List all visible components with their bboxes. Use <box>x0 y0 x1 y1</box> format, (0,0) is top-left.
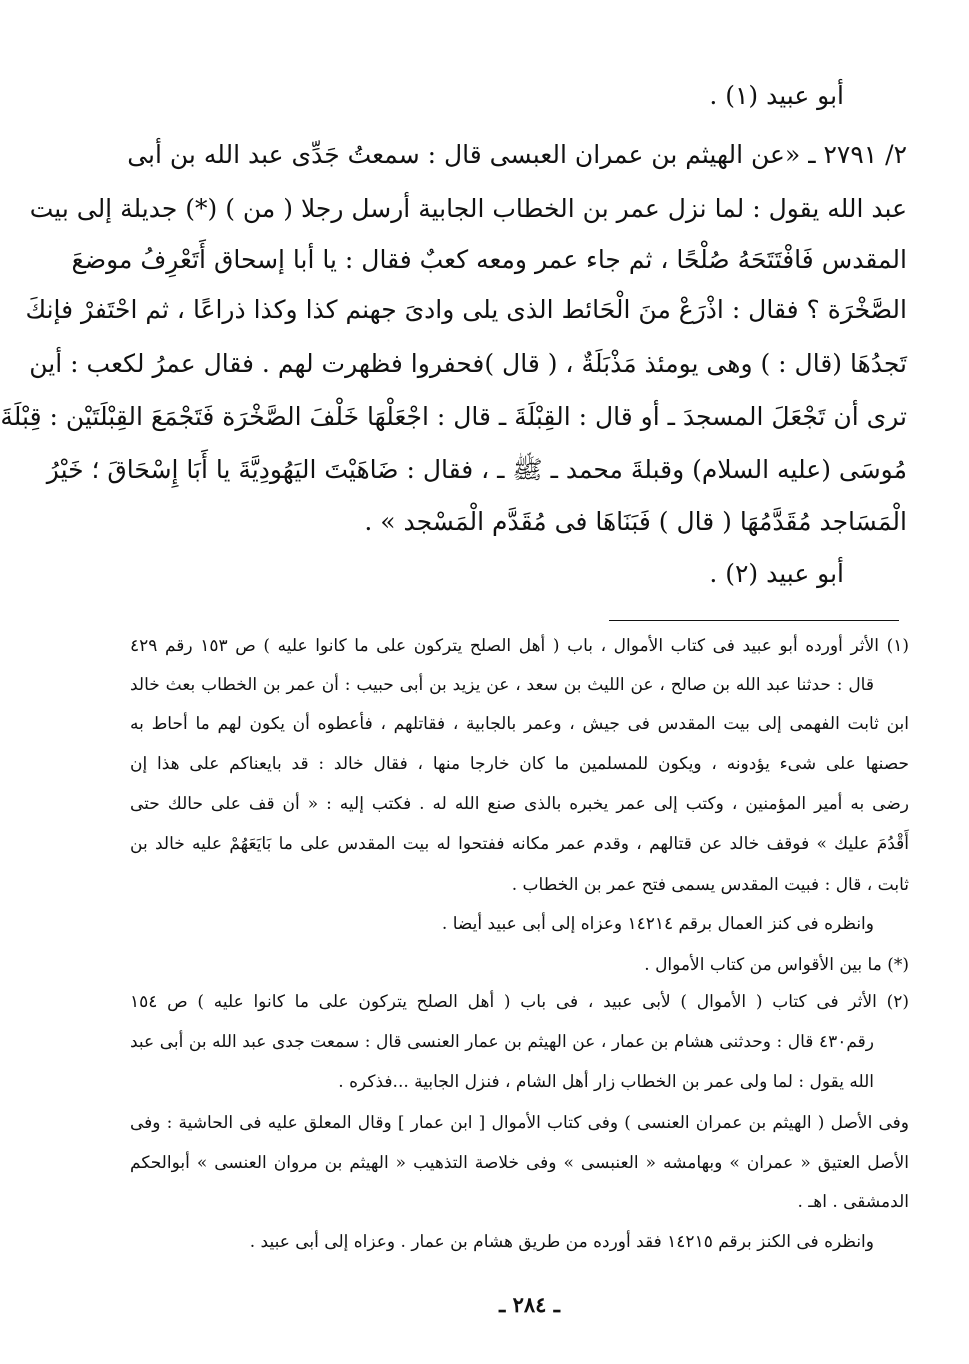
footnote-1-line-7: ثابت ، قال : فبيت المقدس يسمى فتح عمر بن الخطاب . <box>511 875 909 895</box>
footnote-2-line-2: رقم٤٣٠ قال : وحدثنى هشام بن عمار ، عن الهيثم بن عمار العنسى قال : سمعت جدى عبد الله بن أبى عبد <box>130 1032 874 1052</box>
page-number: ـ ٢٨٤ ـ <box>499 1292 560 1317</box>
attribution-line-1: أبو عبيد (١) . <box>709 81 844 110</box>
hadith-line-8: الْمَسَاجد مُقَدَّمُهَا ( قال ) فَبَنَاهَا فى مُقَدَّم الْمَسْجد » . <box>364 507 907 536</box>
footnote-star: (*) ما بين الأقواس من كتاب الأموال . <box>644 955 909 975</box>
footnote-1-line-4: حصنها على شىء يؤدونه ، ويكون للمسلمين ما كان خارجا منها ، فقال خالد : قد بايعناكم على هذا إن <box>130 754 909 774</box>
footnote-2-line-6: الدمشقى . اهـ . <box>797 1192 909 1212</box>
footnote-1-line-5: رضى به أمير المؤمنين ، وكتب إلى عمر يخبره بالذى صنع الله له . فكتب إليه : « أن قف على حالك حتى <box>130 794 909 814</box>
footnote-1-line-8: وانظره فى كنز العمال برقم ١٤٢١٤ وعزاه إلى أبى عبيد أيضا . <box>441 914 874 934</box>
footnote-2-line-1: (٢) الأثر فى كتاب ( الأموال ) لأبى عبيد ، فى باب ( أهل الصلح يتركون على ما كانوا عليه ) ص ١٥٤ <box>130 992 909 1012</box>
hadith-line-1: ٢/ ٢٧٩١ ـ «عن الهيثم بن عمران العبسى قال : سمعتُ جَدِّى عبد الله بن أبى <box>127 140 907 169</box>
hadith-line-5: تَجدُهَا (قال : ) وهى يومئذ مَذْبَلَةٌ ، ( قال )فحفروا فظهرت لهم . فقال عمرُ لكعب : أين <box>29 349 907 378</box>
hadith-line-6: ترى أن تَجْعَلَ المسجدَ ـ أو قال : القِبْلَةَ ـ قال : اجْعَلْهَا خَلْفَ الصَّخْرَة فَتَجْمَعَ القِبْلَتَيْن : قِبْلَةَ <box>0 402 907 431</box>
hadith-line-7: مُوسَى (عليه السلام) وقبلةَ محمد ـ ﷺ ـ ، فقال : ضَاهَيْتَ اليَهُودِيَّةَ يا أَبَا إِسْحَاقَ ؛ خَيْرُ <box>46 455 907 484</box>
footnote-2-line-3: الله يقول : لما ولى عمر بن الخطاب زار أهل الشام ، فنزل الجابية ...فذكره . <box>338 1072 874 1092</box>
footnote-1-line-6: أَقْدُمَ عليك » فوقف خالد عن قتالهم ، وقدم عمر مكانه ففتحوا له بيت المقدس على ما بَايَعَهُمْ عليه خالد بن <box>130 834 909 854</box>
footnote-2-line-5: الأصل العتيق « عمران » وبهامشه « العنبسى » وفى خلاصة التذهيب « الهيثم بن مروان العنسى » أبوالحكم <box>130 1153 909 1173</box>
hadith-line-2: عبد الله يقول : لما نزل عمر بن الخطاب الجابية أرسل رجلا ( من ) (*) جديلة إلى بيت <box>29 194 907 223</box>
footnote-2-line-4: وفى الأصل ( الهيثم بن عمران العنسى ) وفى كتاب الأموال [ ابن عمار ] وقال المعلق عليه فى الحاشية : وفى <box>130 1113 909 1133</box>
attribution-line-2: أبو عبيد (٢) . <box>709 559 844 588</box>
footnote-separator <box>609 620 899 621</box>
footnote-1-line-3: ابن ثابت الفهمى إلى بيت المقدس فى جيش ، وعمر بالجابية ، فقاتلهم ، فأعطوه أن يكون لهم ما أحاط به <box>130 714 909 734</box>
footnote-1-line-1: (١) الأثر أورده أبو عبيد فى كتاب الأموال ، باب ( أهل الصلح يتركون على ما كانوا عليه ) ص ١٥٣ رقم ٤٢٩ <box>130 636 909 656</box>
footnote-2-line-7: وانظره فى الكنز برقم ١٤٢١٥ فقد أورده من طريق هشام بن عمار . وعزاه إلى أبى عبيد . <box>249 1232 874 1252</box>
footnote-1-line-2: قال : حدثنا عبد الله بن صالح ، عن الليث بن سعد ، عن يزيد بن أبى حبيب : أن عمر بن الخطاب بعث خالد <box>130 675 874 695</box>
hadith-line-4: الصَّخْرَة ؟ فقال : اذْرَعْ منَ الْحَائط الذى يلى وادىَ جهنم كذا وكذا ذراعًا ، ثم احْتَفرْ فإنكَ <box>25 295 907 324</box>
hadith-line-3: المقدس فَافْتَتَحَهُ صُلْحًا ، ثم جاء عمر ومعه كعبٌ فقال : يا أبا إسحاق أَتَعْرِفُ موضعَ <box>71 245 907 274</box>
